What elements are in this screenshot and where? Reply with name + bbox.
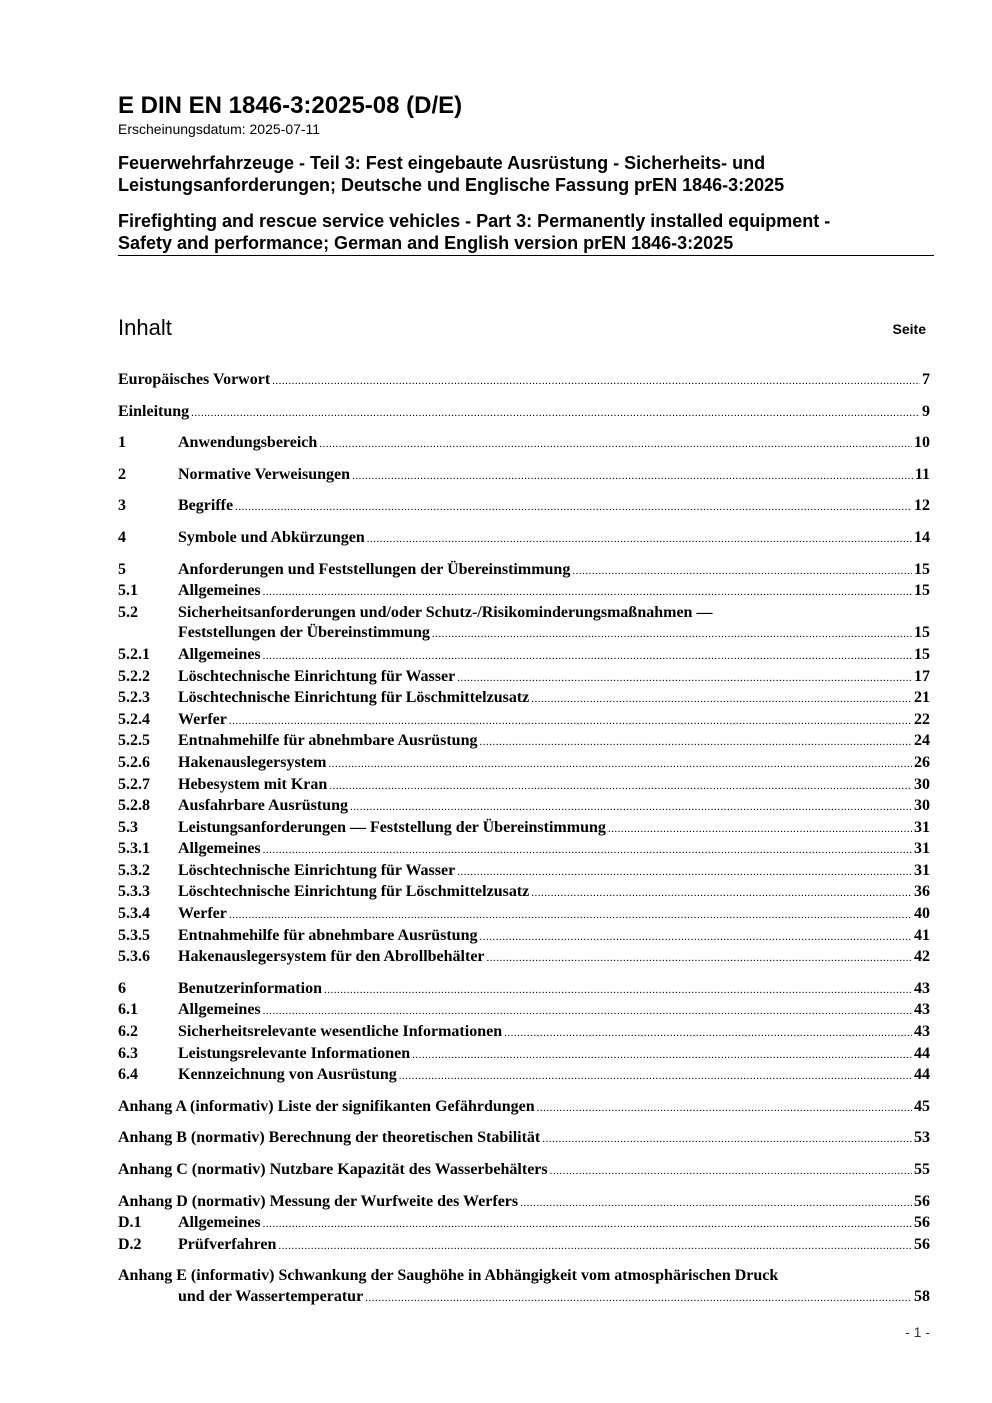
toc-leader-dots [263, 1001, 912, 1022]
toc-leader-dots [487, 948, 912, 969]
toc-entry-title: Anhang B (normativ) Berechnung der theoretischen Stabilität [118, 1129, 541, 1147]
toc-entry-page: 22 [914, 710, 930, 728]
toc-entry[interactable] [118, 528, 930, 550]
toc-entry-title: Anwendungsbereich [178, 434, 318, 452]
toc-entry[interactable] [118, 581, 930, 603]
toc-entry-number: 5.3.4 [118, 905, 150, 923]
toc-entry-page: 55 [914, 1161, 930, 1178]
toc-entry[interactable] [118, 645, 930, 667]
toc-entry-title: Werfer [178, 710, 227, 728]
title-english [118, 210, 934, 256]
title-german-line-1: Feuerwehrfahrzeuge - Teil 3: Fest eingebaute Ausrüstung - Sicherheits- und [118, 153, 766, 173]
toc-entry[interactable] [118, 1235, 930, 1257]
toc-entry[interactable] [118, 882, 930, 904]
toc-entry-number: 5.3.1 [118, 840, 150, 858]
toc-entry-number: 5.3.6 [118, 948, 150, 966]
toc-entry[interactable] [118, 1128, 930, 1150]
toc-entry-page: 15 [914, 624, 930, 642]
toc-entry-title: Löschtechnische Einrichtung für Wasser [178, 861, 456, 879]
toc-entry[interactable] [118, 1022, 930, 1044]
toc-title: Inhalt [118, 315, 172, 340]
toc-entry-title: Prüfverfahren [178, 1235, 277, 1253]
toc-entry[interactable] [118, 1065, 930, 1087]
toc-leader-dots [537, 1098, 912, 1119]
toc-entry-title: Hakenauslegersystem für den Abrollbehälter [178, 948, 485, 966]
toc-leader-dots [504, 1023, 912, 1044]
toc-entry[interactable] [118, 496, 930, 518]
toc-entry-page: 36 [914, 883, 930, 901]
toc-entry-number: D.1 [118, 1214, 142, 1232]
toc-entry-page: 15 [914, 582, 930, 600]
toc-entry[interactable] [118, 710, 930, 732]
toc-entry-page: 56 [914, 1192, 930, 1210]
toc-entry-page: 21 [914, 689, 930, 707]
toc-entry-title: Normative Verweisungen [178, 465, 350, 483]
toc-entry-page: 10 [914, 434, 930, 452]
toc-entry-page: 42 [914, 948, 930, 966]
toc-entry-number: 5 [118, 560, 126, 578]
toc-leader-dots [479, 732, 912, 753]
toc-entry-title: Anhang A (informativ) Liste der signifikanten Gefährdungen [118, 1097, 535, 1115]
toc-entry-title: Sicherheitsanforderungen und/oder Schutz-/Risikominderungsmaßnahmen — [178, 603, 713, 621]
toc-entry-page: 15 [914, 645, 930, 663]
toc-leader-dots [263, 646, 912, 667]
toc-entry-number: 5.2.6 [118, 753, 150, 771]
toc-leader-dots [531, 689, 912, 710]
toc-entry-page: 24 [914, 732, 930, 750]
toc-entry-number: 5.2 [118, 603, 138, 621]
toc-entry-number: 6.3 [118, 1044, 138, 1062]
toc-entry-number: 5.2.4 [118, 710, 150, 728]
toc-entry-page: 56 [914, 1214, 930, 1232]
toc-entry-page: 9 [922, 402, 930, 420]
toc-leader-dots [479, 927, 912, 948]
toc-entry-title: Hebesystem mit Kran [178, 775, 328, 793]
toc-leader-dots [319, 434, 912, 455]
toc-entry[interactable] [118, 1097, 930, 1119]
toc-entry-number: 5.1 [118, 582, 138, 600]
toc-entry-title: Allgemeines [178, 1001, 261, 1019]
toc-entry[interactable] [118, 979, 930, 1001]
toc-entry-title: Löschtechnische Einrichtung für Löschmittelzusatz [178, 883, 530, 901]
toc-leader-dots [324, 980, 912, 1001]
toc-entry-title: Allgemeines [178, 645, 261, 663]
toc-entry-title-continued: Feststellungen der Übereinstimmung [178, 624, 430, 642]
toc-entry-title: Löschtechnische Einrichtung für Löschmittelzusatz [178, 689, 530, 707]
toc-entry-page: 43 [914, 1001, 930, 1019]
toc-entry[interactable] [118, 1266, 930, 1308]
toc-entry-title-continued: und der Wassertemperatur [178, 1287, 364, 1305]
toc-entry-page: 56 [914, 1235, 930, 1253]
toc-entry[interactable] [118, 839, 930, 861]
toc-entry-title: Anhang E (informativ) Schwankung der Saughöhe in Abhängigkeit vom atmosphärischen Druck [118, 1267, 779, 1285]
toc-leader-dots [550, 1161, 912, 1182]
toc-entry-number: 5.2.1 [118, 645, 150, 663]
toc-entry-number: 5.3.3 [118, 883, 150, 901]
toc-entry-title: Entnahmehilfe für abnehmbare Ausrüstung [178, 926, 478, 944]
toc-entry-page: 11 [914, 465, 930, 483]
toc-entry[interactable] [118, 1192, 930, 1214]
toc-leader-dots [328, 754, 912, 775]
toc-entry-number: 5.2.8 [118, 797, 150, 815]
toc-entry-page: 41 [914, 926, 930, 944]
toc-leader-dots [329, 776, 912, 797]
toc-entry[interactable] [118, 465, 930, 487]
toc-leader-dots [278, 1236, 912, 1257]
toc-entry-number: 6.4 [118, 1066, 138, 1084]
toc-entry-title: Einleitung [118, 402, 190, 420]
toc-entry-title: Leistungsrelevante Informationen [178, 1044, 411, 1062]
toc-leader-dots [412, 1045, 912, 1066]
toc-entry[interactable] [118, 753, 930, 775]
toc-entry[interactable] [118, 1000, 930, 1022]
toc-entry-title: Benutzerinformation [178, 979, 322, 997]
toc-entry-title: Begriffe [178, 497, 234, 515]
toc-entry-page: 43 [914, 979, 930, 997]
toc-entry-number: 6 [118, 979, 126, 997]
toc-entry-title: Werfer [178, 905, 227, 923]
toc-leader-dots [263, 840, 912, 861]
toc-entry[interactable] [118, 603, 930, 645]
toc-leader-dots [531, 883, 912, 904]
toc-entry-title: Anhang C (normativ) Nutzbare Kapazität des Wasserbehälters [118, 1161, 548, 1178]
toc-entry[interactable] [118, 433, 930, 455]
toc-entry-page: 26 [914, 753, 930, 771]
toc-leader-dots [229, 711, 912, 732]
toc-entry[interactable] [118, 818, 930, 840]
toc-leader-dots [229, 905, 912, 926]
toc-leader-dots [367, 529, 912, 550]
toc-entry-title: Allgemeines [178, 582, 261, 600]
toc-entry[interactable] [118, 1213, 930, 1235]
toc-entry-number: D.2 [118, 1235, 142, 1253]
toc-entry-page: 12 [914, 497, 930, 515]
toc-entry[interactable] [118, 861, 930, 883]
toc-entry-page: 58 [914, 1287, 930, 1305]
toc-entry[interactable] [118, 1160, 930, 1182]
toc-leader-dots [352, 466, 913, 487]
title-german [118, 152, 934, 196]
toc-entry-title: Symbole und Abkürzungen [178, 528, 365, 546]
toc-entry-number: 2 [118, 465, 126, 483]
toc-entry-title: Ausfahrbare Ausrüstung [178, 797, 348, 815]
toc-entry-title: Hakenauslegersystem [178, 753, 327, 771]
toc-entry-page: 31 [914, 818, 930, 836]
toc-entry-title: Allgemeines [178, 1214, 261, 1232]
toc-leader-dots [457, 668, 912, 689]
page-number: - 1 - [905, 1324, 930, 1340]
toc-leader-dots [399, 1066, 912, 1087]
toc-leader-dots [608, 819, 912, 840]
title-english-line-1: Firefighting and rescue service vehicles - Part 3: Permanently installed equipment - [118, 211, 831, 231]
toc-entry-title: Anforderungen und Feststellungen der Übereinstimmung [178, 560, 571, 578]
toc-entry-number: 4 [118, 528, 126, 546]
toc-leader-dots [263, 1214, 912, 1235]
toc-entry-title: Kennzeichnung von Ausrüstung [178, 1066, 397, 1084]
toc-entry-number: 5.3 [118, 818, 138, 836]
toc-entry-title: Anhang D (normativ) Messung der Wurfweite des Werfers [118, 1192, 519, 1210]
toc-list [118, 370, 930, 1309]
toc-entry-number: 6.2 [118, 1023, 138, 1041]
title-german-line-2: Leistungsanforderungen; Deutsche und Englische Fassung prEN 1846-3:2025 [118, 175, 785, 195]
toc-entry-page: 14 [914, 528, 930, 546]
toc-leader-dots [365, 1288, 912, 1309]
toc-leader-dots [572, 561, 912, 582]
toc-entry-page: 31 [914, 861, 930, 879]
toc-entry[interactable] [118, 667, 930, 689]
toc-entry-number: 5.2.7 [118, 775, 150, 793]
toc-entry-title: Allgemeines [178, 840, 261, 858]
toc-entry-page: 15 [914, 560, 930, 578]
toc-entry-page: 40 [914, 905, 930, 923]
toc-entry[interactable] [118, 731, 930, 753]
toc-leader-dots [520, 1193, 912, 1214]
toc-entry-page: 43 [914, 1023, 930, 1041]
toc-entry-page: 44 [914, 1066, 930, 1084]
toc-leader-dots [191, 403, 920, 424]
toc-entry[interactable] [118, 904, 930, 926]
toc-entry-page: 30 [914, 775, 930, 793]
toc-leader-dots [350, 797, 912, 818]
toc-entry[interactable] [118, 926, 930, 948]
toc-entry-number: 1 [118, 434, 126, 452]
toc-entry-number: 5.2.2 [118, 667, 150, 685]
title-english-line-2: Safety and performance; German and English version prEN 1846-3:2025 [118, 233, 734, 253]
toc-heading [118, 314, 926, 344]
toc-entry-title: Entnahmehilfe für abnehmbare Ausrüstung [178, 732, 478, 750]
toc-entry[interactable] [118, 402, 930, 424]
toc-leader-dots [457, 862, 912, 883]
publication-date: Erscheinungsdatum: 2025-07-11 [118, 121, 321, 137]
toc-leader-dots [432, 624, 912, 645]
toc-entry[interactable] [118, 370, 930, 392]
toc-entry[interactable] [118, 560, 930, 582]
toc-entry-number: 5.2.5 [118, 732, 150, 750]
toc-leader-dots [542, 1129, 912, 1150]
toc-entry-title: Leistungsanforderungen — Feststellung der Übereinstimmung [178, 818, 606, 836]
page-column-label: Seite [892, 321, 926, 337]
toc-entry-number: 6.1 [118, 1001, 138, 1019]
toc-entry[interactable] [118, 1044, 930, 1066]
toc-entry-number: 3 [118, 497, 126, 515]
toc-entry[interactable] [118, 775, 930, 797]
toc-entry-page: 53 [914, 1129, 930, 1147]
toc-entry-page: 7 [922, 371, 930, 388]
toc-entry-number: 5.3.2 [118, 861, 150, 879]
document-header [118, 92, 934, 256]
toc-entry[interactable] [118, 947, 930, 969]
document-id: E DIN EN 1846-3:2025-08 (D/E) [118, 92, 463, 119]
toc-entry-title: Sicherheitsrelevante wesentliche Informationen [178, 1023, 503, 1041]
toc-entry-page: 17 [914, 667, 930, 685]
toc-entry-number: 5.2.3 [118, 689, 150, 707]
toc-entry-page: 30 [914, 797, 930, 815]
toc-entry-title: Europäisches Vorwort [118, 371, 271, 388]
toc-entry[interactable] [118, 688, 930, 710]
toc-entry-number: 5.3.5 [118, 926, 150, 944]
toc-entry[interactable] [118, 796, 930, 818]
toc-entry-page: 31 [914, 840, 930, 858]
toc-entry-title: Löschtechnische Einrichtung für Wasser [178, 667, 456, 685]
toc-leader-dots [235, 497, 912, 518]
toc-entry-page: 44 [914, 1044, 930, 1062]
toc-entry-page: 45 [914, 1097, 930, 1115]
toc-leader-dots [263, 582, 912, 603]
toc-leader-dots [272, 371, 920, 392]
